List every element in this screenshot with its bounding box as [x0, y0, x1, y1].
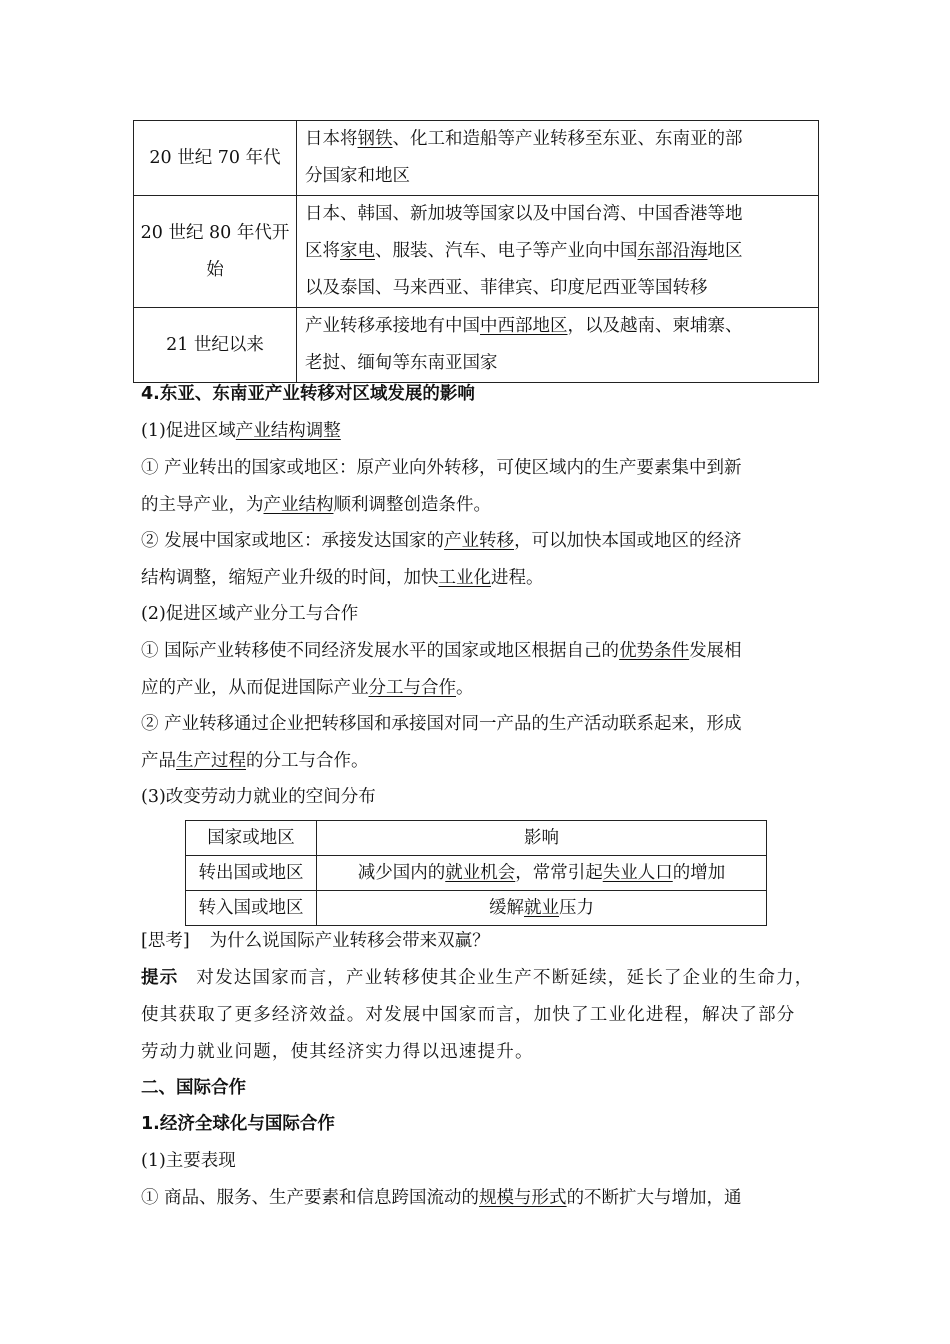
text: 的增加 [672, 863, 726, 883]
table-row [186, 891, 767, 926]
underlined-answer: 生产过程 [176, 751, 246, 771]
paragraph: ① 产业转出的国家或地区：原产业向外转移，可使区域内的生产要素集中到新 [141, 458, 742, 478]
paragraph [141, 560, 544, 596]
subsection-heading: 1.经济全球化与国际合作 [141, 1114, 335, 1134]
think-question [141, 923, 490, 959]
text: 以及泰国、马来西亚、菲律宾、印度尼西亚等国转移 [305, 278, 708, 298]
text: 缓解 [489, 898, 524, 918]
underlined-answer: 分工与合作 [368, 678, 456, 698]
text: 产品 [141, 751, 176, 771]
underlined-answer: 工业化 [438, 568, 491, 588]
table-row [134, 121, 819, 196]
description-cell [297, 308, 819, 383]
paragraph [141, 523, 742, 559]
text: 减少国内的 [357, 863, 446, 883]
text: 日本、韩国、新加坡等国家以及中国台湾、中国香港等地 [305, 204, 743, 224]
text: 结构调整，缩短产业升级的时间，加快 [141, 568, 439, 588]
text: ，可以加快本国或地区的经济 [514, 531, 742, 551]
text: 分国家和地区 [305, 166, 410, 186]
period-cell: 20 世纪 70 年代 [134, 121, 297, 196]
text: ① 商品、服务、生产要素和信息跨国流动的 [141, 1188, 480, 1208]
paragraph: (2)促进区域产业分工与合作 [141, 604, 359, 624]
period-cell: 21 世纪以来 [134, 308, 297, 383]
text: 始 [206, 259, 224, 280]
period-cell [134, 196, 297, 308]
underlined-answer: 规模与形式 [479, 1188, 567, 1208]
description-cell [297, 196, 819, 308]
paragraph [141, 743, 369, 779]
text: 进程。 [491, 568, 544, 588]
underlined-answer: 就业机会 [445, 863, 516, 883]
text: 对发达国家而言，产业转移使其企业生产不断延续，延长了企业的生命力， [196, 968, 814, 988]
underlined-answer: 失业人口 [602, 863, 673, 883]
hint-label: 提示 [141, 968, 179, 988]
text: 20 世纪 80 年代开 [140, 222, 290, 243]
text: 区将 [305, 241, 340, 261]
industry-transfer-table [133, 120, 819, 383]
section-heading: 4.东亚、东南亚产业转移对区域发展的影响 [141, 384, 475, 404]
text: 地区 [707, 241, 743, 261]
table-cell [317, 856, 767, 891]
text: 产业转移承接地有中国 [305, 316, 480, 336]
table-header: 国家或地区 [186, 821, 317, 856]
text: 老挝、缅甸等东南亚国家 [305, 353, 498, 373]
text: 顺利调整创造条件。 [333, 495, 491, 515]
paragraph [141, 1180, 742, 1216]
underlined-answer: 产业结构调整 [235, 421, 341, 441]
text: 日本将 [305, 129, 358, 149]
underlined-answer: 钢铁 [357, 129, 393, 149]
table-cell: 转出国或地区 [186, 856, 317, 891]
table-cell [317, 891, 767, 926]
text: 的主导产业，为 [141, 495, 264, 515]
text: ，以及越南、柬埔寨、 [567, 316, 743, 336]
table-row [186, 856, 767, 891]
employment-table [185, 820, 767, 926]
text: ，常常引起 [515, 863, 603, 883]
table-header: 影响 [317, 821, 767, 856]
text: 压力 [559, 898, 594, 918]
underlined-answer: 产业结构 [263, 495, 334, 515]
underlined-answer: 家电 [340, 241, 375, 261]
paragraph: ② 产业转移通过企业把转移国和承接国对同一产品的生产活动联系起来，形成 [141, 714, 742, 734]
hint-paragraph: 劳动力就业问题，使其经济实力得以迅速提升。 [141, 1042, 534, 1062]
think-label: [思考] [141, 931, 190, 951]
paragraph: (1)主要表现 [141, 1151, 236, 1171]
underlined-answer: 东部沿海 [637, 241, 708, 261]
text: 、化工和造船等产业转移至东亚、东南亚的部 [392, 129, 743, 149]
table-row [134, 308, 819, 383]
text: ② 发展中国家或地区：承接发达国家的 [141, 531, 445, 551]
underlined-answer: 优势条件 [619, 641, 690, 661]
text: 。 [456, 678, 474, 698]
text: 的分工与合作。 [246, 751, 369, 771]
table-row [134, 196, 819, 308]
hint-paragraph [141, 960, 814, 996]
table-header-row [186, 821, 767, 856]
paragraph [141, 670, 474, 706]
paragraph [141, 413, 341, 449]
underlined-answer: 就业 [524, 898, 559, 918]
hint-paragraph: 使其获取了更多经济效益。对发展中国家而言，加快了工业化进程，解决了部分 [141, 1005, 796, 1025]
text: 为什么说国际产业转移会带来双赢？ [209, 931, 490, 951]
text: 应的产业，从而促进国际产业 [141, 678, 369, 698]
table-cell: 转入国或地区 [186, 891, 317, 926]
paragraph: (3)改变劳动力就业的空间分布 [141, 787, 376, 807]
paragraph [141, 487, 491, 523]
section-heading: 二、国际合作 [141, 1078, 246, 1098]
text: 发展相 [689, 641, 742, 661]
paragraph [141, 633, 742, 669]
text: 、服装、汽车、电子等产业向中国 [375, 241, 638, 261]
description-cell [297, 121, 819, 196]
underlined-answer: 产业转移 [444, 531, 515, 551]
text: (1)促进区域 [141, 421, 236, 441]
text: ① 国际产业转移使不同经济发展水平的国家或地区根据自己的 [141, 641, 620, 661]
text: 的不断扩大与增加，通 [566, 1188, 742, 1208]
underlined-answer: 中西部地区 [480, 316, 568, 336]
